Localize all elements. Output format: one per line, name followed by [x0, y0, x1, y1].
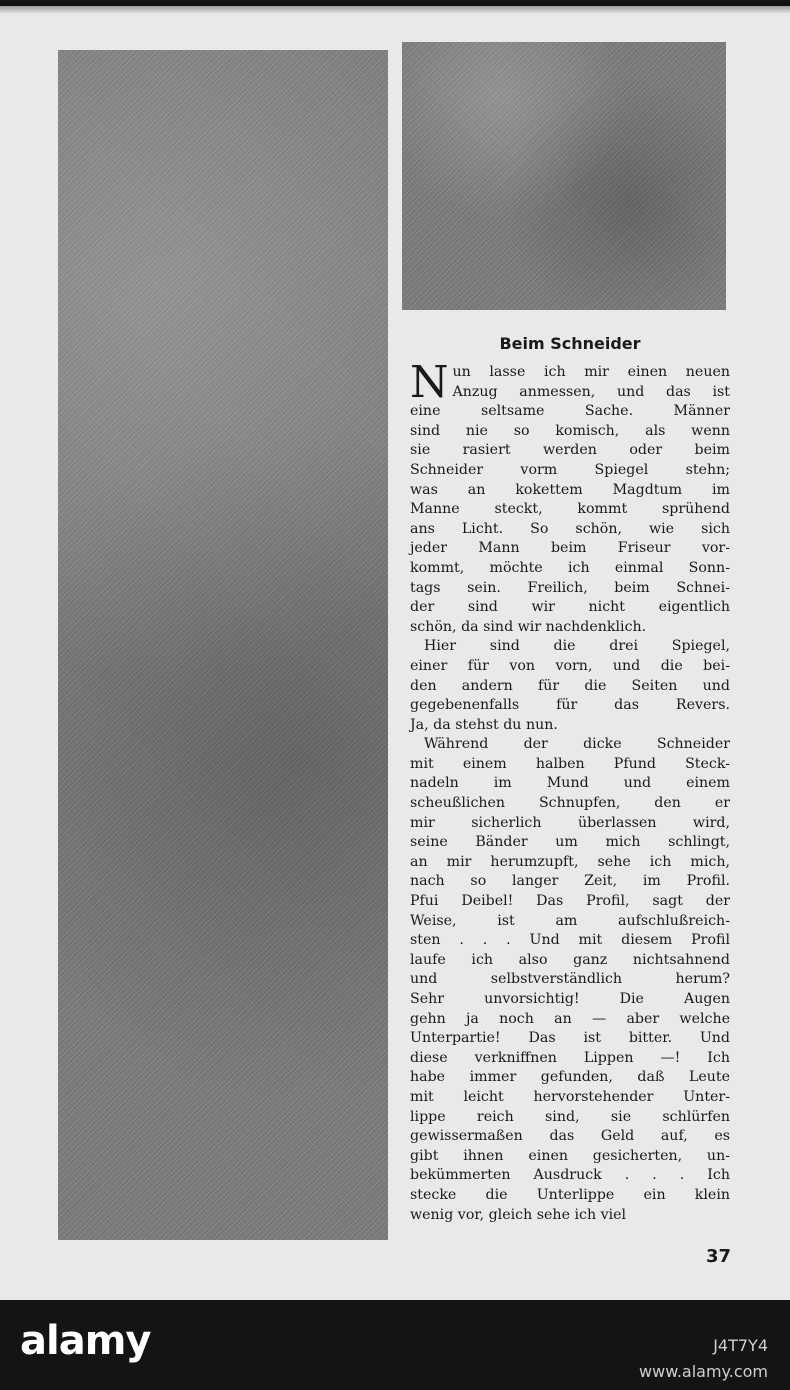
text-line: gewissermaßen das Geld auf, es	[410, 1128, 730, 1145]
text-line: gegebenenfalls für das Revers.	[410, 697, 730, 714]
text-line: wenig vor, gleich sehe ich viel	[410, 1206, 627, 1223]
photo-left-tall	[58, 50, 388, 1240]
text-line: Hier sind die drei Spiegel,	[424, 638, 730, 655]
text-line: kommt, möchte ich einmal Sonn-	[410, 559, 730, 576]
text-line: mit leicht hervorstehender Unter-	[410, 1088, 730, 1105]
watermark-code: J4T7Y4	[713, 1336, 768, 1355]
article-body	[410, 357, 730, 1225]
text-line: stecke die Unterlippe ein klein	[410, 1186, 730, 1203]
text-line: tags sein. Freilich, beim Schnei-	[410, 579, 730, 596]
text-line: Unterpartie! Das ist bitter. Und	[410, 1030, 730, 1047]
text-line: jeder Mann beim Friseur vor-	[410, 540, 730, 557]
text-line: Ja, da stehst du nun.	[410, 716, 558, 733]
text-line: und selbstverständlich herum?	[410, 971, 730, 988]
text-line: Manne steckt, kommt sprühend	[410, 501, 730, 518]
text-line: gehn ja noch an — aber welche	[410, 1010, 730, 1027]
text-line: diese verkniffnen Lippen —! Ich	[410, 1049, 730, 1066]
text-line: sie rasiert werden oder beim	[410, 442, 730, 459]
dropcap: N	[410, 357, 449, 408]
text-line: lippe reich sind, sie schlürfen	[410, 1108, 730, 1125]
paragraph-1	[410, 402, 730, 637]
text-line: gibt ihnen einen gesicherten, un-	[410, 1147, 730, 1164]
paragraph-3	[410, 735, 730, 1225]
text-line: mit einem halben Pfund Steck-	[410, 755, 730, 772]
text-line: was an kokettem Magdtum im	[410, 481, 730, 498]
text-line: den andern für die Seiten und	[410, 677, 730, 694]
text-line: sten . . . Und mit diesem Profil	[410, 932, 730, 949]
photo-right-square	[402, 42, 726, 310]
article	[410, 324, 730, 1225]
text-line: scheußlichen Schnupfen, den er	[410, 795, 730, 812]
text-line: sind nie so komisch, als wenn	[410, 422, 730, 439]
text-line: Während der dicke Schneider	[424, 736, 730, 753]
text-line: laufe ich also ganz nichtsahnend	[410, 951, 730, 968]
text-line: schön, da sind wir nachdenklich.	[410, 618, 647, 635]
text-line: einer für von vorn, und die bei-	[410, 657, 730, 674]
page-number: 37	[706, 1246, 732, 1267]
text-line: bekümmerten Ausdruck . . . Ich	[410, 1167, 730, 1184]
watermark-url: www.alamy.com	[639, 1362, 768, 1381]
page-edge	[0, 6, 790, 14]
text-line: Sehr unvorsichtig! Die Augen	[410, 991, 730, 1007]
article-title: Beim Schneider	[499, 334, 641, 353]
text-line: eine seltsame Sache. Männer	[410, 403, 730, 420]
paragraph-2	[410, 637, 730, 735]
text-line: nach so langer Zeit, im Profil.	[410, 873, 730, 890]
text-line: ans Licht. So schön, wie sich	[410, 520, 730, 537]
watermark-footer	[0, 1300, 790, 1390]
text-line: an mir herumzupft, sehe ich mich,	[410, 853, 730, 870]
text-line: Schneider vorm Spiegel stehn;	[410, 461, 730, 478]
text-line: Pfui Deibel! Das Profil, sagt der	[410, 893, 730, 910]
text-line: Weise, ist am aufschlußreich-	[410, 912, 730, 929]
text-line: nadeln im Mund und einem	[410, 775, 730, 792]
text-line: Anzug anmessen, und das ist	[452, 383, 730, 400]
text-line: habe immer gefunden, daß Leute	[410, 1069, 730, 1086]
text-line: der sind wir nicht eigentlich	[410, 599, 730, 616]
text-line: un lasse ich mir einen neuen	[452, 364, 730, 380]
text-line: seine Bänder um mich schlingt,	[410, 834, 730, 851]
book-page	[0, 6, 790, 1300]
text-line: mir sicherlich überlassen wird,	[410, 814, 730, 831]
watermark-logo: alamy	[20, 1318, 151, 1364]
